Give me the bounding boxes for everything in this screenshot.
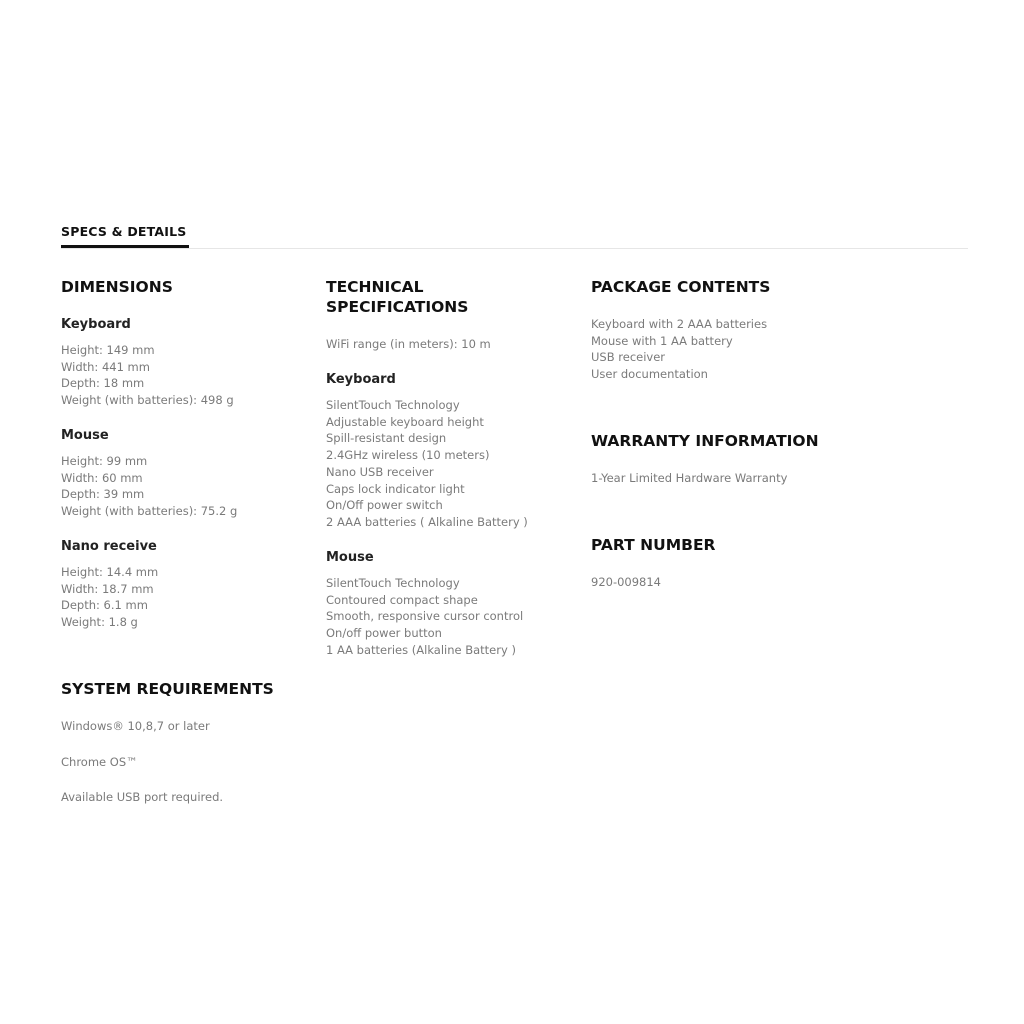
spec-line: 1 AA batteries (Alkaline Battery ) bbox=[326, 642, 516, 657]
tab-bar bbox=[61, 224, 968, 249]
dimensions-section bbox=[61, 278, 311, 298]
technical-mouse-title: Mouse bbox=[326, 550, 374, 565]
spec-line: Nano USB receiver bbox=[326, 464, 434, 479]
package-contents-section bbox=[591, 278, 770, 298]
dimensions-keyboard-title: Keyboard bbox=[61, 317, 131, 332]
requirement-line: Chrome OS™ bbox=[61, 755, 138, 769]
package-item: Keyboard with 2 AAA batteries bbox=[591, 317, 768, 331]
dimensions-nano-title: Nano receive bbox=[61, 539, 157, 554]
spec-line: Depth: 39 mm bbox=[61, 487, 145, 502]
spec-line: Width: 18.7 mm bbox=[61, 581, 154, 596]
package-item: User documentation bbox=[591, 367, 708, 382]
spec-line: Weight: 1.8 g bbox=[61, 615, 138, 630]
technical-heading-line2: SPECIFICATIONS bbox=[326, 297, 469, 316]
dimensions-nano-group bbox=[61, 539, 158, 631]
spec-line: Height: 14.4 mm bbox=[61, 565, 159, 579]
spec-line: Adjustable keyboard height bbox=[326, 414, 484, 429]
spec-line: 2 AAA batteries ( Alkaline Battery ) bbox=[326, 514, 528, 529]
package-item: Mouse with 1 AA battery bbox=[591, 333, 733, 348]
spec-line: On/Off power switch bbox=[326, 498, 443, 513]
spec-line: On/off power button bbox=[326, 626, 442, 641]
dimensions-mouse-title: Mouse bbox=[61, 428, 109, 443]
spec-line: Width: 441 mm bbox=[61, 359, 150, 374]
spec-line: Weight (with batteries): 498 g bbox=[61, 393, 234, 408]
system-requirements-heading: SYSTEM REQUIREMENTS bbox=[61, 680, 274, 698]
spec-line: 2.4GHz wireless (10 meters) bbox=[326, 448, 490, 463]
package-contents-list bbox=[591, 316, 767, 383]
technical-keyboard-group bbox=[326, 372, 528, 531]
spec-line: SilentTouch Technology bbox=[326, 576, 460, 590]
spec-line: Width: 60 mm bbox=[61, 470, 143, 485]
requirement-line: Available USB port required. bbox=[61, 790, 224, 804]
spec-line: Height: 149 mm bbox=[61, 343, 155, 357]
dimensions-mouse-group bbox=[61, 428, 237, 520]
spec-line: Smooth, responsive cursor control bbox=[326, 609, 524, 624]
technical-specifications-section bbox=[326, 278, 468, 317]
spec-line: Contoured compact shape bbox=[326, 592, 478, 607]
part-number-heading: PART NUMBER bbox=[591, 536, 716, 554]
technical-keyboard-title: Keyboard bbox=[326, 372, 396, 387]
package-contents-heading: PACKAGE CONTENTS bbox=[591, 278, 771, 296]
spec-line: Spill-resistant design bbox=[326, 431, 447, 446]
technical-mouse-group bbox=[326, 550, 523, 659]
spec-line: Depth: 6.1 mm bbox=[61, 598, 148, 613]
spec-line: Caps lock indicator light bbox=[326, 481, 465, 496]
tab-specs-details[interactable]: SPECS & DETAILS bbox=[61, 224, 189, 248]
system-requirements-section bbox=[61, 680, 274, 700]
spec-line: Height: 99 mm bbox=[61, 454, 148, 468]
dimensions-keyboard-group bbox=[61, 317, 234, 409]
part-number-section bbox=[591, 536, 715, 556]
warranty-heading: WARRANTY INFORMATION bbox=[591, 432, 819, 450]
spec-line: Weight (with batteries): 75.2 g bbox=[61, 504, 238, 519]
technical-heading-line1: TECHNICAL bbox=[326, 278, 424, 296]
requirement-line: Windows® 10,8,7 or later bbox=[61, 719, 210, 733]
dimensions-heading: DIMENSIONS bbox=[61, 278, 173, 296]
part-number-value: 920-009814 bbox=[591, 575, 661, 589]
warranty-section bbox=[591, 432, 819, 452]
warranty-text: 1-Year Limited Hardware Warranty bbox=[591, 471, 788, 485]
package-item: USB receiver bbox=[591, 350, 666, 365]
spec-line: SilentTouch Technology bbox=[326, 398, 460, 412]
spec-line: Depth: 18 mm bbox=[61, 376, 145, 391]
wifi-range-line: WiFi range (in meters): 10 m bbox=[326, 337, 491, 351]
